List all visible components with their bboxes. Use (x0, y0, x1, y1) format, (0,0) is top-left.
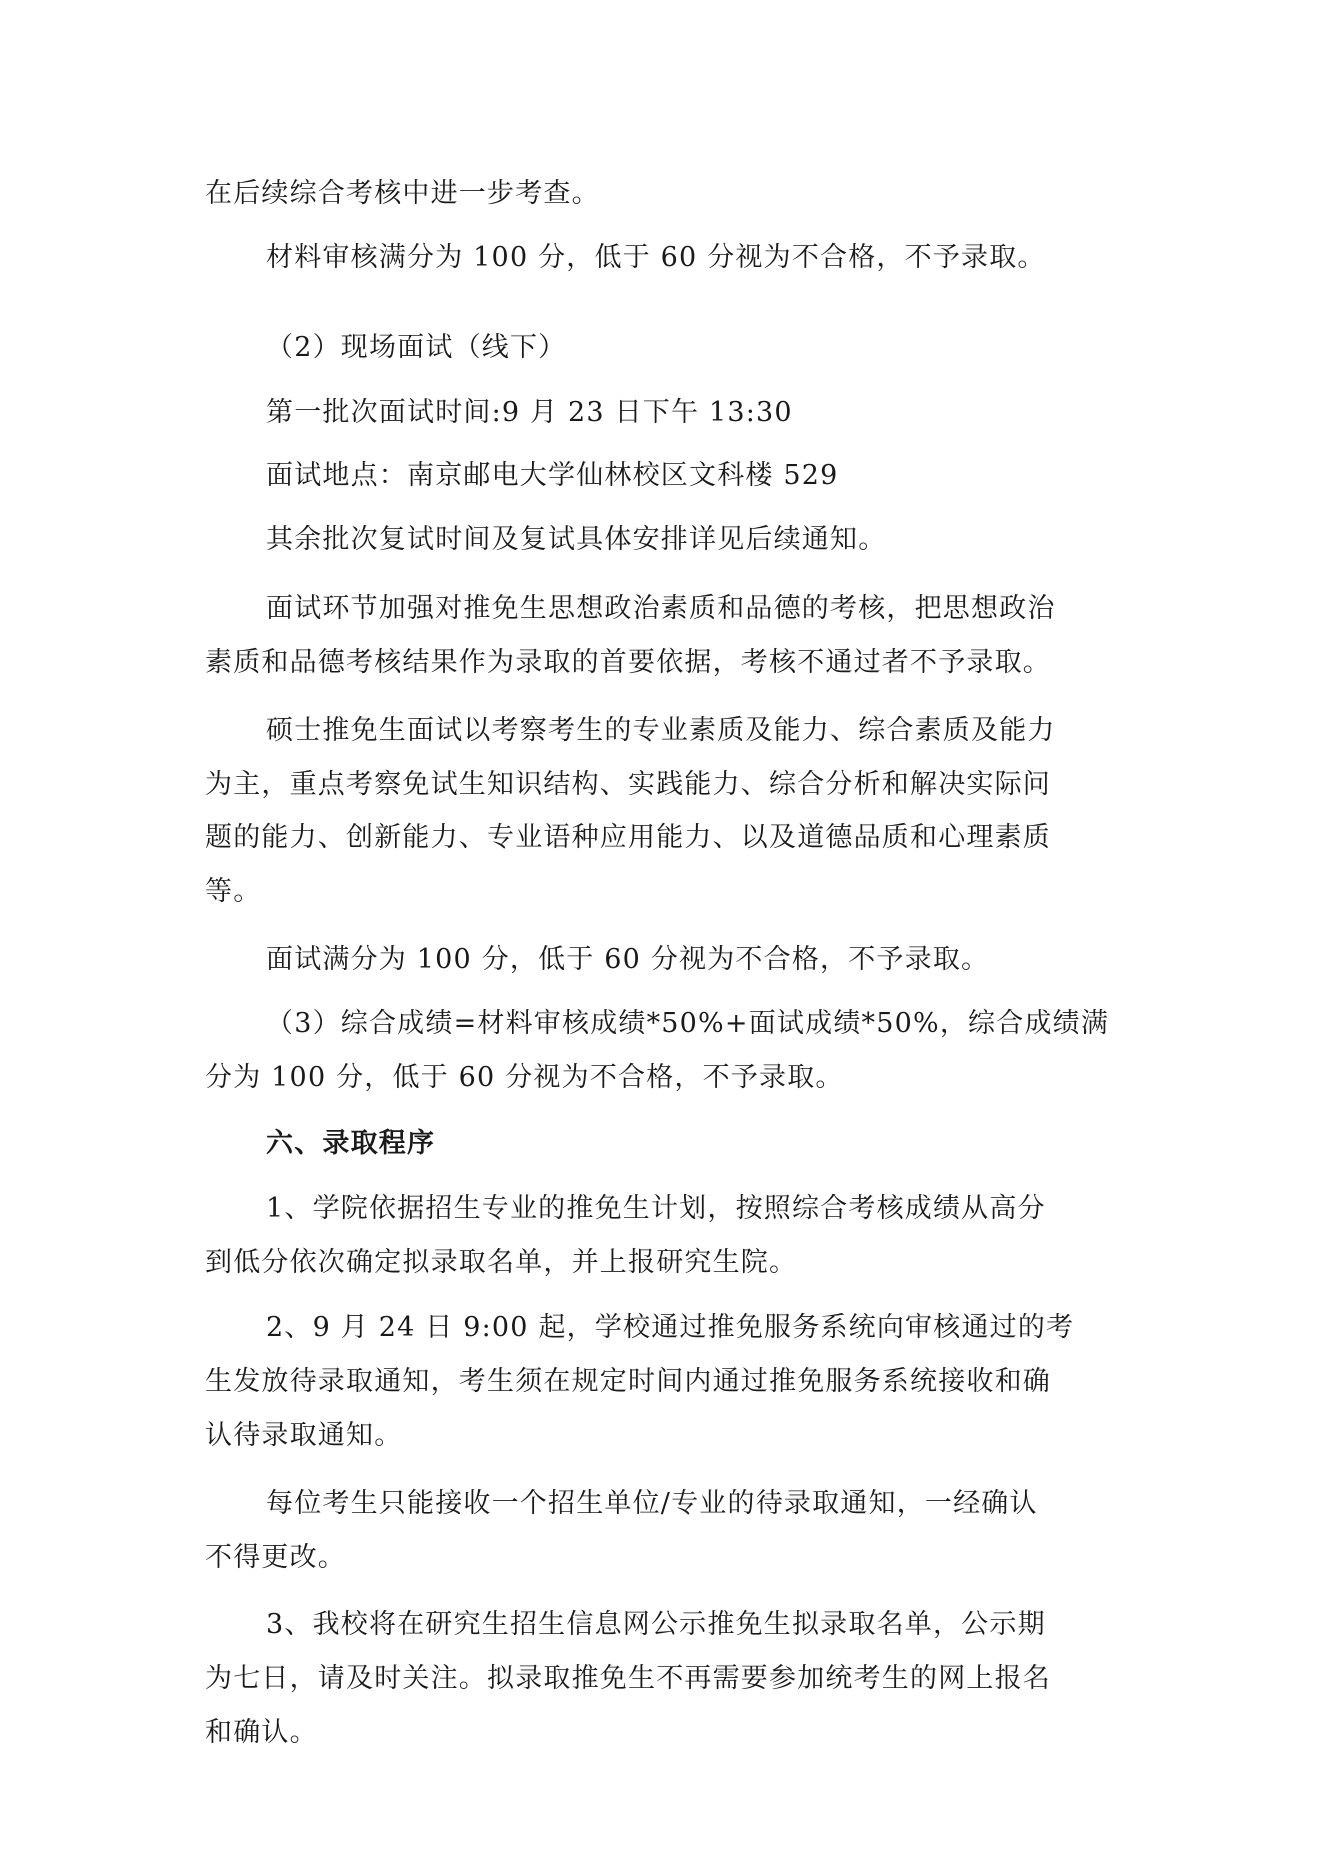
paragraph-line: 第一批次面试时间:9 月 23 日下午 13:30 (266, 397, 793, 428)
paragraph-line: 1、学院依据招生专业的推免生计划，按照综合考核成绩从高分 (266, 1193, 1046, 1224)
paragraph-line: 素质和品德考核结果作为录取的首要依据，考核不通过者不予录取。 (205, 647, 1051, 678)
paragraph-line: 面试环节加强对推免生思想政治素质和品德的考核，把思想政治 (266, 593, 1056, 624)
paragraph-line: 和确认。 (205, 1717, 318, 1748)
paragraph-line: 到低分依次确定拟录取名单，并上报研究生院。 (205, 1247, 798, 1278)
paragraph-line: 不得更改。 (205, 1542, 346, 1573)
paragraph-line: 等。 (205, 876, 262, 907)
paragraph-line: 2、9 月 24 日 9:00 起，学校通过推免服务系统向审核通过的考 (266, 1312, 1075, 1343)
paragraph-line: 题的能力、创新能力、专业语种应用能力、以及道德品质和心理素质 (205, 822, 1051, 853)
paragraph-line: 材料审核满分为 100 分，低于 60 分视为不合格，不予录取。 (266, 242, 1046, 273)
paragraph-line: 面试地点：南京邮电大学仙林校区文科楼 529 (266, 460, 839, 491)
paragraph-line: （3）综合成绩=材料审核成绩*50%+面试成绩*50%，综合成绩满 (266, 1008, 1110, 1039)
paragraph-line: 面试满分为 100 分，低于 60 分视为不合格，不予录取。 (266, 944, 990, 975)
paragraph-line: 3、我校将在研究生招生信息网公示推免生拟录取名单，公示期 (266, 1609, 1046, 1640)
paragraph-line: 为主，重点考察免试生知识结构、实践能力、综合分析和解决实际问 (205, 769, 1051, 800)
paragraph-line: 生发放待录取通知，考生须在规定时间内通过推免服务系统接收和确 (205, 1366, 1051, 1397)
section-heading: 六、录取程序 (266, 1128, 436, 1159)
paragraph-line: 为七日，请及时关注。拟录取推免生不再需要参加统考生的网上报名 (205, 1663, 1051, 1694)
paragraph-line: 认待录取通知。 (205, 1420, 403, 1451)
paragraph-line: 在后续综合考核中进一步考查。 (205, 178, 600, 209)
section-subheading: （2）现场面试（线下） (266, 332, 567, 363)
paragraph-line: 每位考生只能接收一个招生单位/专业的待录取通知，一经确认 (266, 1488, 1038, 1519)
paragraph-line: 其余批次复试时间及复试具体安排详见后续通知。 (266, 524, 887, 555)
paragraph-line: 硕士推免生面试以考察考生的专业素质及能力、综合素质及能力 (266, 715, 1056, 746)
paragraph-line: 分为 100 分，低于 60 分视为不合格，不予录取。 (205, 1062, 844, 1093)
